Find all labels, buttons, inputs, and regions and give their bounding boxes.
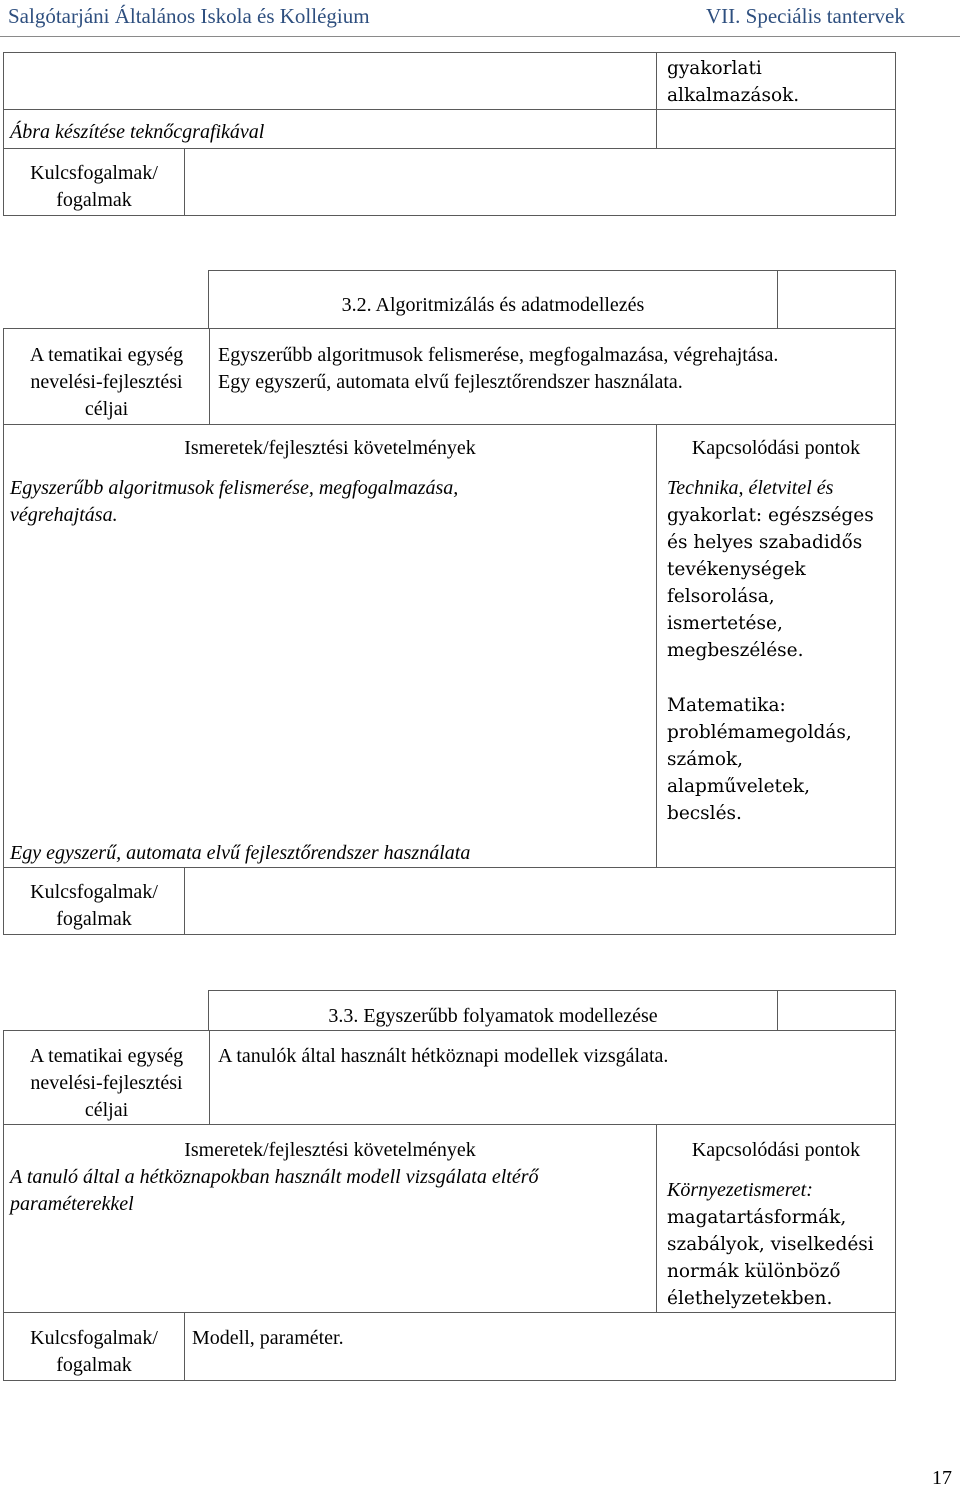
block3-goals-label-3: céljai [84,1099,129,1121]
block2-link2-line: alapműveletek, [667,776,811,797]
block1-key-label-1: Kulcsfogalmak/ [30,162,158,184]
block2-link1-line: és helyes szabadidős [667,532,863,553]
header-school: Salgótarjáni Általános Iskola és Kollégium [8,4,370,28]
header-divider [0,36,960,37]
block2-req1-1: Egyszerűbb algoritmusok felismerése, megfogalmazása, [10,477,459,499]
block2-link1-line: ismertetése, [667,613,783,634]
block2-links-header: Kapcsolódási pontok [691,437,861,459]
block2-link1-line: felsorolása, [667,586,775,607]
block1-right-text-1: gyakorlati [667,58,762,79]
block3-title-side-cell [777,990,896,1031]
block3-req1-2: paraméterekkel [10,1193,134,1215]
block2-link2-line: számok, [667,749,744,770]
block2-key-label-2: fogalmak [56,908,132,930]
block2-req2: Egy egyszerű, automata elvű fejlesztőrendszer használata [10,842,471,864]
block3-link1-line: szabályok, viselkedési [667,1234,874,1255]
block3-link1-subject: Környezetismeret: [667,1179,813,1201]
block1-key-label-2: fogalmak [56,189,132,211]
block2-goals-1: Egyszerűbb algoritmusok felismerése, megfogalmazása, végrehajtása. [218,344,779,366]
block1-right-text-2: alkalmazások. [667,85,800,106]
block2-goals-label-1: A tematikai egység [29,344,184,366]
block1-activity-title: Ábra készítése teknőcgrafikával [10,121,265,143]
block2-key-label-1: Kulcsfogalmak/ [30,881,158,903]
block2-link1-line: gyakorlat: egészséges [667,505,874,526]
block2-title-side-cell [777,270,896,329]
block3-link1-line: élethelyzetekben. [667,1288,833,1309]
block2-goals-2: Egy egyszerű, automata elvű fejlesztőrendszer használata. [218,371,683,393]
block2-title: 3.2. Algoritmizálás és adatmodellezés [341,294,645,316]
block3-goals-label-1: A tematikai egység [29,1045,184,1067]
page-number: 17 [932,1467,952,1489]
block3-goals: A tanulók által használt hétköznapi modellek vizsgálata. [218,1045,669,1067]
block3-key-label-1: Kulcsfogalmak/ [30,1327,158,1349]
block2-link1-line: tevékenységek [667,559,806,580]
block2-key-value-cell [184,867,896,935]
block3-key-value: Modell, paraméter. [192,1327,344,1349]
header-section: VII. Speciális tantervek [706,4,905,28]
block2-link1-line: megbeszélése. [667,640,804,661]
block2-link2-line: problémamegoldás, [667,722,852,743]
block3-key-label-2: fogalmak [56,1354,132,1376]
block3-link1-line: magatartásformák, [667,1207,847,1228]
block2-goals-label-3: céljai [84,398,129,420]
block3-title: 3.3. Egyszerűbb folyamatok modellezése [328,1005,658,1027]
block1-activity-link-cell [656,109,896,149]
block1-key-value-cell [184,148,896,216]
block3-goals-label-2: nevelési-fejlesztési [30,1072,183,1094]
block3-links-header: Kapcsolódási pontok [691,1139,861,1161]
block1-left-cell [3,52,657,110]
block2-link1-subject: Technika, életvitel és [667,477,834,499]
block2-req1-2: végrehajtása. [10,504,118,526]
block2-link2-line: Matematika: [667,695,786,716]
block3-req1-1: A tanuló által a hétköznapokban használt modell vizsgálata eltérő [10,1166,539,1188]
block2-goals-label-2: nevelési-fejlesztési [30,371,183,393]
block2-requirements-header: Ismeretek/fejlesztési követelmények [184,437,476,459]
block2-link2-line: becslés. [667,803,742,824]
block3-requirements-header: Ismeretek/fejlesztési követelmények [184,1139,476,1161]
block3-link1-line: normák különböző [667,1261,841,1282]
